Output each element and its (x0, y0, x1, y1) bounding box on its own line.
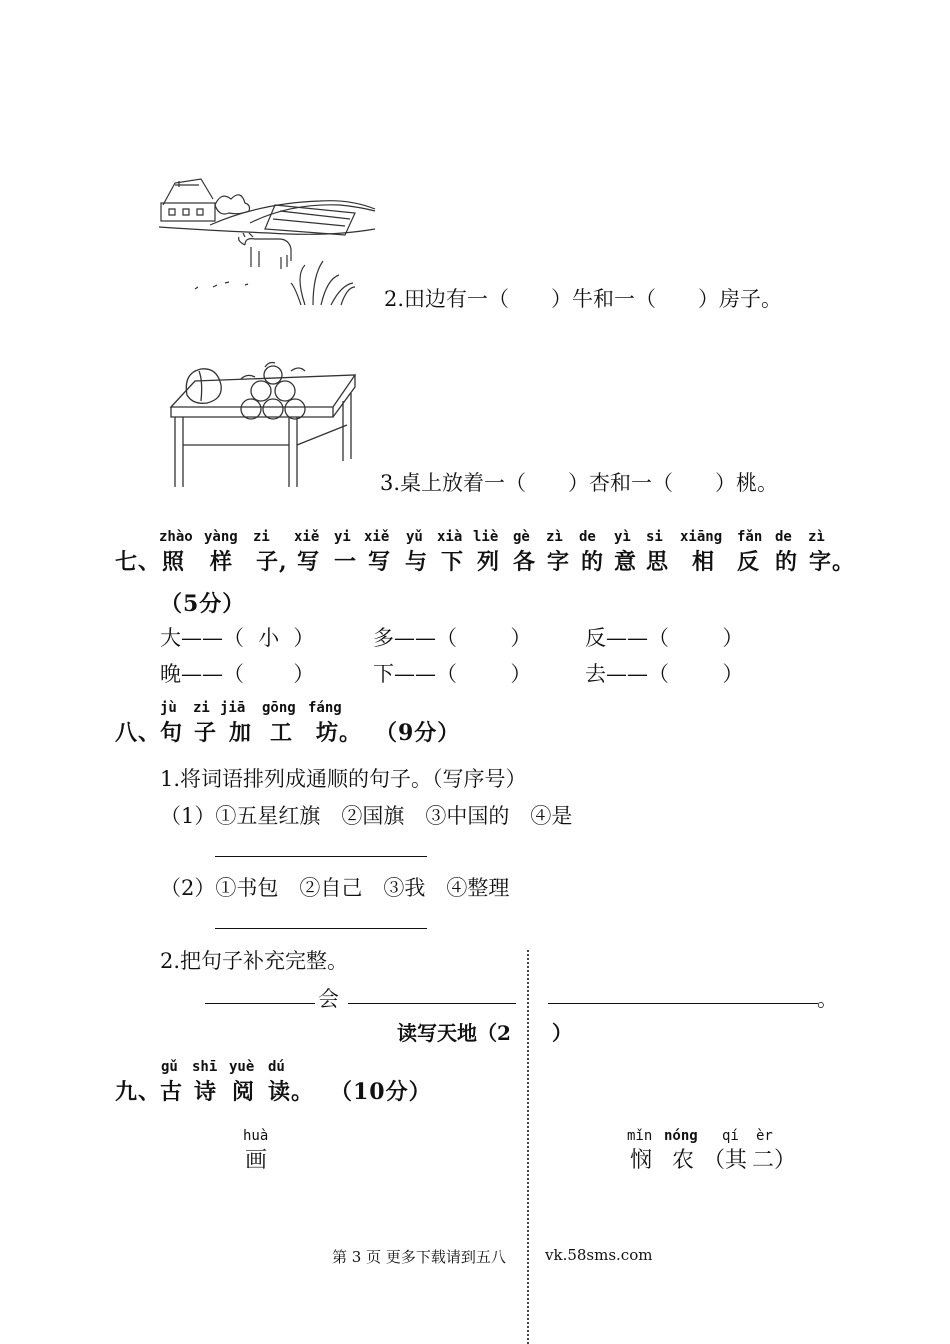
pinyin: gōng (262, 700, 296, 716)
table-fruit-illustration (165, 345, 365, 490)
q8-sub1-item: （2）①书包 ②自己 ③我 ④整理 (160, 876, 510, 900)
heading-char: 写 (297, 549, 321, 575)
apricot (241, 399, 261, 419)
section-title: 读写天地（2 (397, 1021, 511, 1045)
heading-char: 样 (210, 549, 234, 575)
question-number: 八、 (115, 720, 162, 746)
antonym-word: 下 (373, 662, 394, 686)
q8-sub1-title: 1.将词语排列成通顺的句子。（写序号） (160, 767, 527, 791)
footer-left: 第 3 页 更多下载请到五八 (332, 1248, 506, 1266)
heading-char: 工 (270, 720, 294, 746)
antonym-pair: 下——（ ） (373, 662, 532, 686)
table-top (171, 375, 355, 407)
heading-char: 一 (334, 549, 358, 575)
q7-heading (115, 545, 875, 575)
trees (215, 195, 250, 214)
antonym-word: 去 (585, 662, 606, 686)
heading-char: 反 (737, 549, 761, 575)
poem1-title: 画 (245, 1148, 268, 1173)
antonym-word: 晚 (160, 662, 181, 686)
antonym-word: 多 (373, 626, 394, 650)
pinyin: yi (334, 529, 351, 545)
q8-sub2-title: 2.把句子补充完整。 (160, 949, 349, 973)
question-number: 九、 (115, 1079, 162, 1105)
antonym-pair: 反——（ ） (585, 626, 744, 650)
farm-illustration (155, 175, 380, 310)
heading-char: 照 (162, 549, 186, 575)
pinyin: xiě (294, 529, 320, 545)
pinyin: de (775, 529, 792, 545)
pinyin: gǔ (161, 1059, 178, 1075)
q8-score: （9分） (375, 720, 461, 746)
antonym-pair: 多——（ ） (373, 626, 532, 650)
antonym-answer[interactable]: 小 (258, 626, 280, 650)
pinyin: yàng (204, 529, 238, 545)
heading-char: 思 (646, 549, 670, 575)
section-title-right: ） (552, 1021, 572, 1045)
pinyin: fáng (308, 700, 342, 716)
poem2-pinyin: nóng (664, 1128, 698, 1144)
heading-char: 阅 (232, 1079, 256, 1105)
antonym-pair: 晚——（ ） (160, 662, 315, 686)
antonym-pair: 大——（ 小 ） (160, 622, 314, 652)
heading-char: 相 (692, 549, 716, 575)
pinyin: yì (614, 529, 631, 545)
heading-char: 加 (229, 720, 253, 746)
answer-line[interactable] (215, 928, 427, 929)
poem2-title-char: 二） (752, 1148, 797, 1173)
heading-char: 字。 (809, 549, 856, 575)
q8-heading (115, 716, 461, 746)
heading-char: 诗 (194, 1079, 218, 1105)
poem2-title-char: （其 (703, 1148, 748, 1173)
sub2-end: 。 (817, 987, 838, 1011)
q9-heading (115, 1075, 435, 1105)
poem2-title-char: 悯 (630, 1148, 653, 1173)
pinyin: zì (808, 529, 825, 545)
pinyin: fǎn (737, 529, 763, 545)
poem1-pinyin: huà (243, 1128, 269, 1144)
antonym-pair: 去——（ ） (585, 662, 744, 686)
poem2-pinyin: èr (756, 1128, 773, 1144)
heading-char: 句 (160, 720, 184, 746)
plants (291, 261, 355, 305)
poem2-pinyin: qí (722, 1128, 739, 1144)
q9-score: （10分） (330, 1079, 432, 1105)
pinyin: dú (268, 1059, 285, 1075)
antonym-word: 反 (585, 626, 606, 650)
heading-char: 古 (160, 1079, 184, 1105)
pinyin: gè (513, 529, 530, 545)
poem2-title-char: 农 (672, 1148, 695, 1173)
cow (239, 233, 291, 269)
heading-char: 字 (547, 549, 571, 575)
answer-line[interactable] (548, 1003, 818, 1004)
antonym-word: 大 (160, 626, 181, 650)
heading-char: 写 (368, 549, 392, 575)
q6-item3-text: 3.桌上放着一（ ）杏和一（ ）桃。 (380, 471, 779, 495)
heading-char: 读。 (268, 1079, 315, 1105)
fold-line (527, 950, 537, 1344)
peach (186, 369, 221, 404)
answer-line[interactable] (348, 1003, 516, 1004)
poem2-pinyin: mǐn (627, 1128, 653, 1144)
heading-char: 意 (614, 549, 638, 575)
pinyin: si (646, 529, 663, 545)
pinyin: de (579, 529, 596, 545)
question-number: 七、 (115, 549, 162, 575)
barn-roof (163, 179, 213, 205)
pinyin: yuè (229, 1059, 255, 1075)
q7-score: （5分） (160, 591, 246, 617)
pinyin: jù (160, 700, 177, 716)
pinyin: shī (192, 1059, 218, 1075)
pinyin: jiā (220, 700, 246, 716)
heading-char: 各 (513, 549, 537, 575)
heading-char: 子, (256, 549, 288, 575)
heading-char: 的 (581, 549, 605, 575)
answer-line[interactable] (215, 856, 427, 857)
pinyin: zì (546, 529, 563, 545)
pinyin: liè (473, 529, 499, 545)
heading-char: 列 (477, 549, 501, 575)
pinyin: zhào (159, 529, 193, 545)
sub2-connector: 会 (318, 987, 339, 1011)
footer-right: vk.58sms.com (545, 1246, 653, 1264)
q6-item2-text: 2.田边有一（ ）牛和一（ ）房子。 (384, 287, 783, 311)
heading-char: 坊。 (316, 720, 363, 746)
pinyin: xiě (364, 529, 390, 545)
heading-char: 子 (194, 720, 218, 746)
pinyin: zi (253, 529, 270, 545)
heading-char: 的 (775, 549, 799, 575)
pinyin: zi (193, 700, 210, 716)
answer-line[interactable] (205, 1003, 315, 1004)
pinyin: yǔ (406, 529, 423, 545)
pinyin: xiāng (680, 529, 723, 545)
heading-char: 与 (405, 549, 429, 575)
pinyin: xià (437, 529, 463, 545)
q8-sub1-item: （1）①五星红旗 ②国旗 ③中国的 ④是 (160, 804, 573, 828)
heading-char: 下 (441, 549, 465, 575)
